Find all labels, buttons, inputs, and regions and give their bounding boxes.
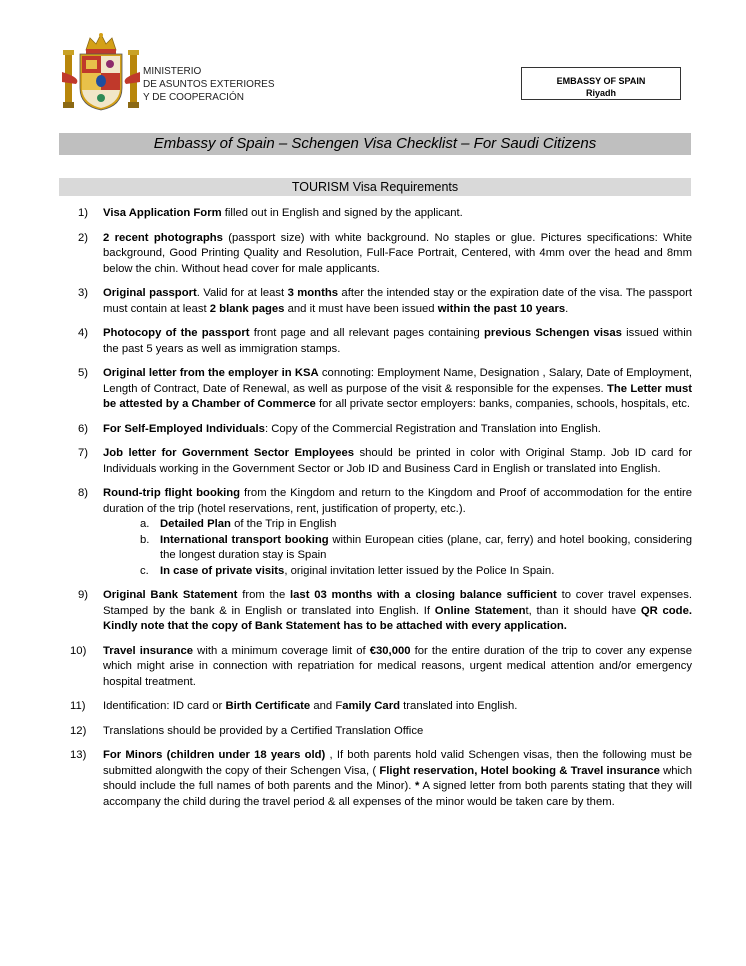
- list-item: [70, 326, 692, 357]
- item-number: 4): [78, 327, 89, 339]
- item-text: for all private sector employers: banks, companies, schools, hospitals, etc.: [315, 398, 691, 410]
- item-emphasis: Original passport: [103, 287, 197, 299]
- document-title: Embassy of Spain – Schengen Visa Checklist – For Saudi Citizens: [59, 133, 691, 155]
- item-text: from the: [237, 589, 290, 601]
- embassy-label-box: [521, 67, 681, 100]
- list-item: [70, 748, 692, 810]
- item-emphasis: International transport booking: [160, 533, 329, 546]
- item-emphasis: Photocopy of the passport: [103, 327, 250, 339]
- item-emphasis: Round-trip flight booking: [103, 487, 241, 499]
- item-text: A signed letter from both parents stating that they will accompany the child during the travel period & all expenses of the minor would be taken care by them.: [103, 780, 692, 808]
- item-text: from the Kingdom and return to the Kingdom and Proof of accommodation for the entire duration of the trip (hotel reservations, rent, justification of property, etc.).: [103, 487, 692, 515]
- item-emphasis: Online Statemen: [434, 604, 526, 617]
- item-emphasis: Birth Certificate: [225, 700, 311, 712]
- item-emphasis: For Minors (children under 18 years old): [103, 749, 326, 761]
- sub-item-letter: c.: [140, 564, 149, 577]
- item-emphasis: Detailed Plan: [160, 518, 231, 530]
- item-text: of the Trip in English: [230, 518, 337, 530]
- section-heading: TOURISM Visa Requirements: [59, 178, 691, 196]
- item-text: t, than it should have: [525, 604, 641, 617]
- embassy-city: Riyadh: [585, 88, 616, 98]
- letterhead: [0, 0, 746, 125]
- item-text: , original invitation letter issued by the Police In Spain.: [284, 564, 555, 577]
- item-emphasis: QR code. Kindly note that the copy of Bank Statement has to be attached with every application.: [103, 604, 693, 632]
- item-emphasis: last 03 months with a closing balance sufficient: [290, 589, 557, 601]
- list-item: [70, 588, 692, 635]
- item-emphasis: In case of private visits: [160, 564, 285, 577]
- item-text: after the intended stay or the expiration date of the visa. The passport must contain at least: [103, 287, 693, 315]
- item-emphasis: Job letter for Government Sector Employees: [103, 447, 355, 459]
- item-text: (passport size) with white background. No staples or glue. Pictures specifications: White background, Good Printing Quality and Resolution, Full-Face Portrait, Centered, with 4mm over the head and 8mm below the chin. Without head cover for male applicants.: [103, 231, 692, 275]
- item-number: 3): [78, 287, 89, 299]
- item-number: 8): [78, 487, 89, 499]
- item-number: 12): [70, 724, 87, 737]
- list-item: [70, 206, 692, 222]
- item-text: with a minimum coverage limit of: [193, 644, 370, 657]
- list-item: [70, 366, 692, 413]
- item-text: connoting: Employment Name, Designation , Salary, Date of Employment, Length of Contract, Date of Renewal, as well as purpose of the visit & responsible for the expenses.: [103, 367, 693, 395]
- embassy-title: EMBASSY OF SPAIN: [556, 76, 646, 86]
- item-emphasis: €30,000: [369, 644, 411, 657]
- sub-item: [103, 564, 692, 580]
- item-emphasis: Original Bank Statement: [103, 589, 238, 601]
- item-text: issued within the past 5 years as well as immigration stamps.: [103, 327, 692, 355]
- item-text: Translations should be provided by a Certified Translation Office: [103, 724, 424, 737]
- ministry-line: MINISTERIO: [143, 66, 202, 77]
- sub-item: [103, 533, 692, 564]
- item-number: 1): [78, 207, 89, 219]
- item-text: Identification: ID card or: [103, 700, 226, 712]
- list-item: [70, 286, 692, 317]
- item-text: filled out in English and signed by the applicant.: [221, 207, 463, 219]
- item-emphasis: Original letter from the employer in KSA: [103, 367, 319, 379]
- item-text: .: [565, 302, 569, 315]
- item-text: and F: [310, 700, 343, 712]
- item-text: should be printed in color with Original Stamp. Job ID card for Individuals working in the Government Sector or Job ID and Business Card in English or translated into English.: [103, 447, 692, 475]
- list-item: [70, 486, 692, 579]
- item-emphasis: Flight reservation, Hotel booking & Travel insurance: [379, 764, 660, 777]
- list-item: [70, 446, 692, 477]
- sub-item-letter: a.: [140, 518, 150, 530]
- item-emphasis: previous Schengen visas: [484, 327, 622, 339]
- ministry-name: [143, 65, 275, 104]
- item-emphasis: Visa Application Form: [103, 207, 222, 219]
- item-text: : Copy of the Commercial Registration and Translation into English.: [264, 422, 601, 435]
- item-text: front page and all relevant pages containing: [249, 327, 485, 339]
- item-number: 10): [70, 644, 87, 657]
- item-emphasis: amily Card: [342, 700, 400, 712]
- item-text: , If both parents hold valid Schengen visas, then the following must be submitted alongwith the copy of their Schengen Visa, (: [103, 749, 692, 777]
- item-text: to cover travel expenses. Stamped by the bank & in English or translated into English. If: [103, 589, 692, 617]
- list-item: [70, 422, 692, 438]
- item-emphasis: For Self-Employed Individuals: [103, 422, 265, 435]
- item-number: 13): [70, 749, 87, 761]
- item-emphasis: 2 recent photographs: [103, 231, 223, 244]
- item-text: within European cities (plane, car, ferry) and hotel booking, considering the longest duration stay is Spain: [160, 533, 692, 561]
- item-emphasis: within the past 10 years: [437, 302, 566, 315]
- item-number: 7): [78, 447, 89, 459]
- coat-of-arms-logo: [62, 32, 140, 112]
- item-number: 2): [78, 231, 89, 244]
- item-emphasis: *: [415, 780, 420, 792]
- item-number: 5): [78, 367, 89, 379]
- ministry-line: DE ASUNTOS EXTERIORES: [143, 79, 275, 90]
- sub-item-letter: b.: [140, 533, 150, 546]
- sub-item: [103, 517, 692, 533]
- item-text: translated into English.: [400, 700, 518, 712]
- item-emphasis: Travel insurance: [103, 644, 194, 657]
- item-text: . Valid for at least: [196, 287, 288, 299]
- item-emphasis: The Letter must be attested by a Chamber of Commerce: [103, 382, 692, 410]
- item-text: and it must have been issued: [284, 302, 438, 315]
- ministry-line: Y DE COOPERACIÓN: [143, 92, 244, 103]
- item-emphasis: 3 months: [287, 287, 339, 299]
- item-emphasis: 2 blank pages: [209, 302, 285, 315]
- requirements-list: [70, 206, 692, 819]
- item-number: 6): [78, 422, 89, 435]
- item-text: for the entire duration of the trip to cover any expense which might arise in connection with repatriation for medical reasons, urgent medical attention and/or emergency hospital treatment.: [103, 644, 692, 688]
- item-text: which should include the full names of both parents and the Minor).: [103, 764, 692, 792]
- list-item: [70, 724, 692, 740]
- list-item: [70, 644, 692, 691]
- list-item: [70, 231, 692, 278]
- item-number: 11): [70, 700, 86, 712]
- item-number: 9): [78, 589, 89, 601]
- list-item: [70, 699, 692, 715]
